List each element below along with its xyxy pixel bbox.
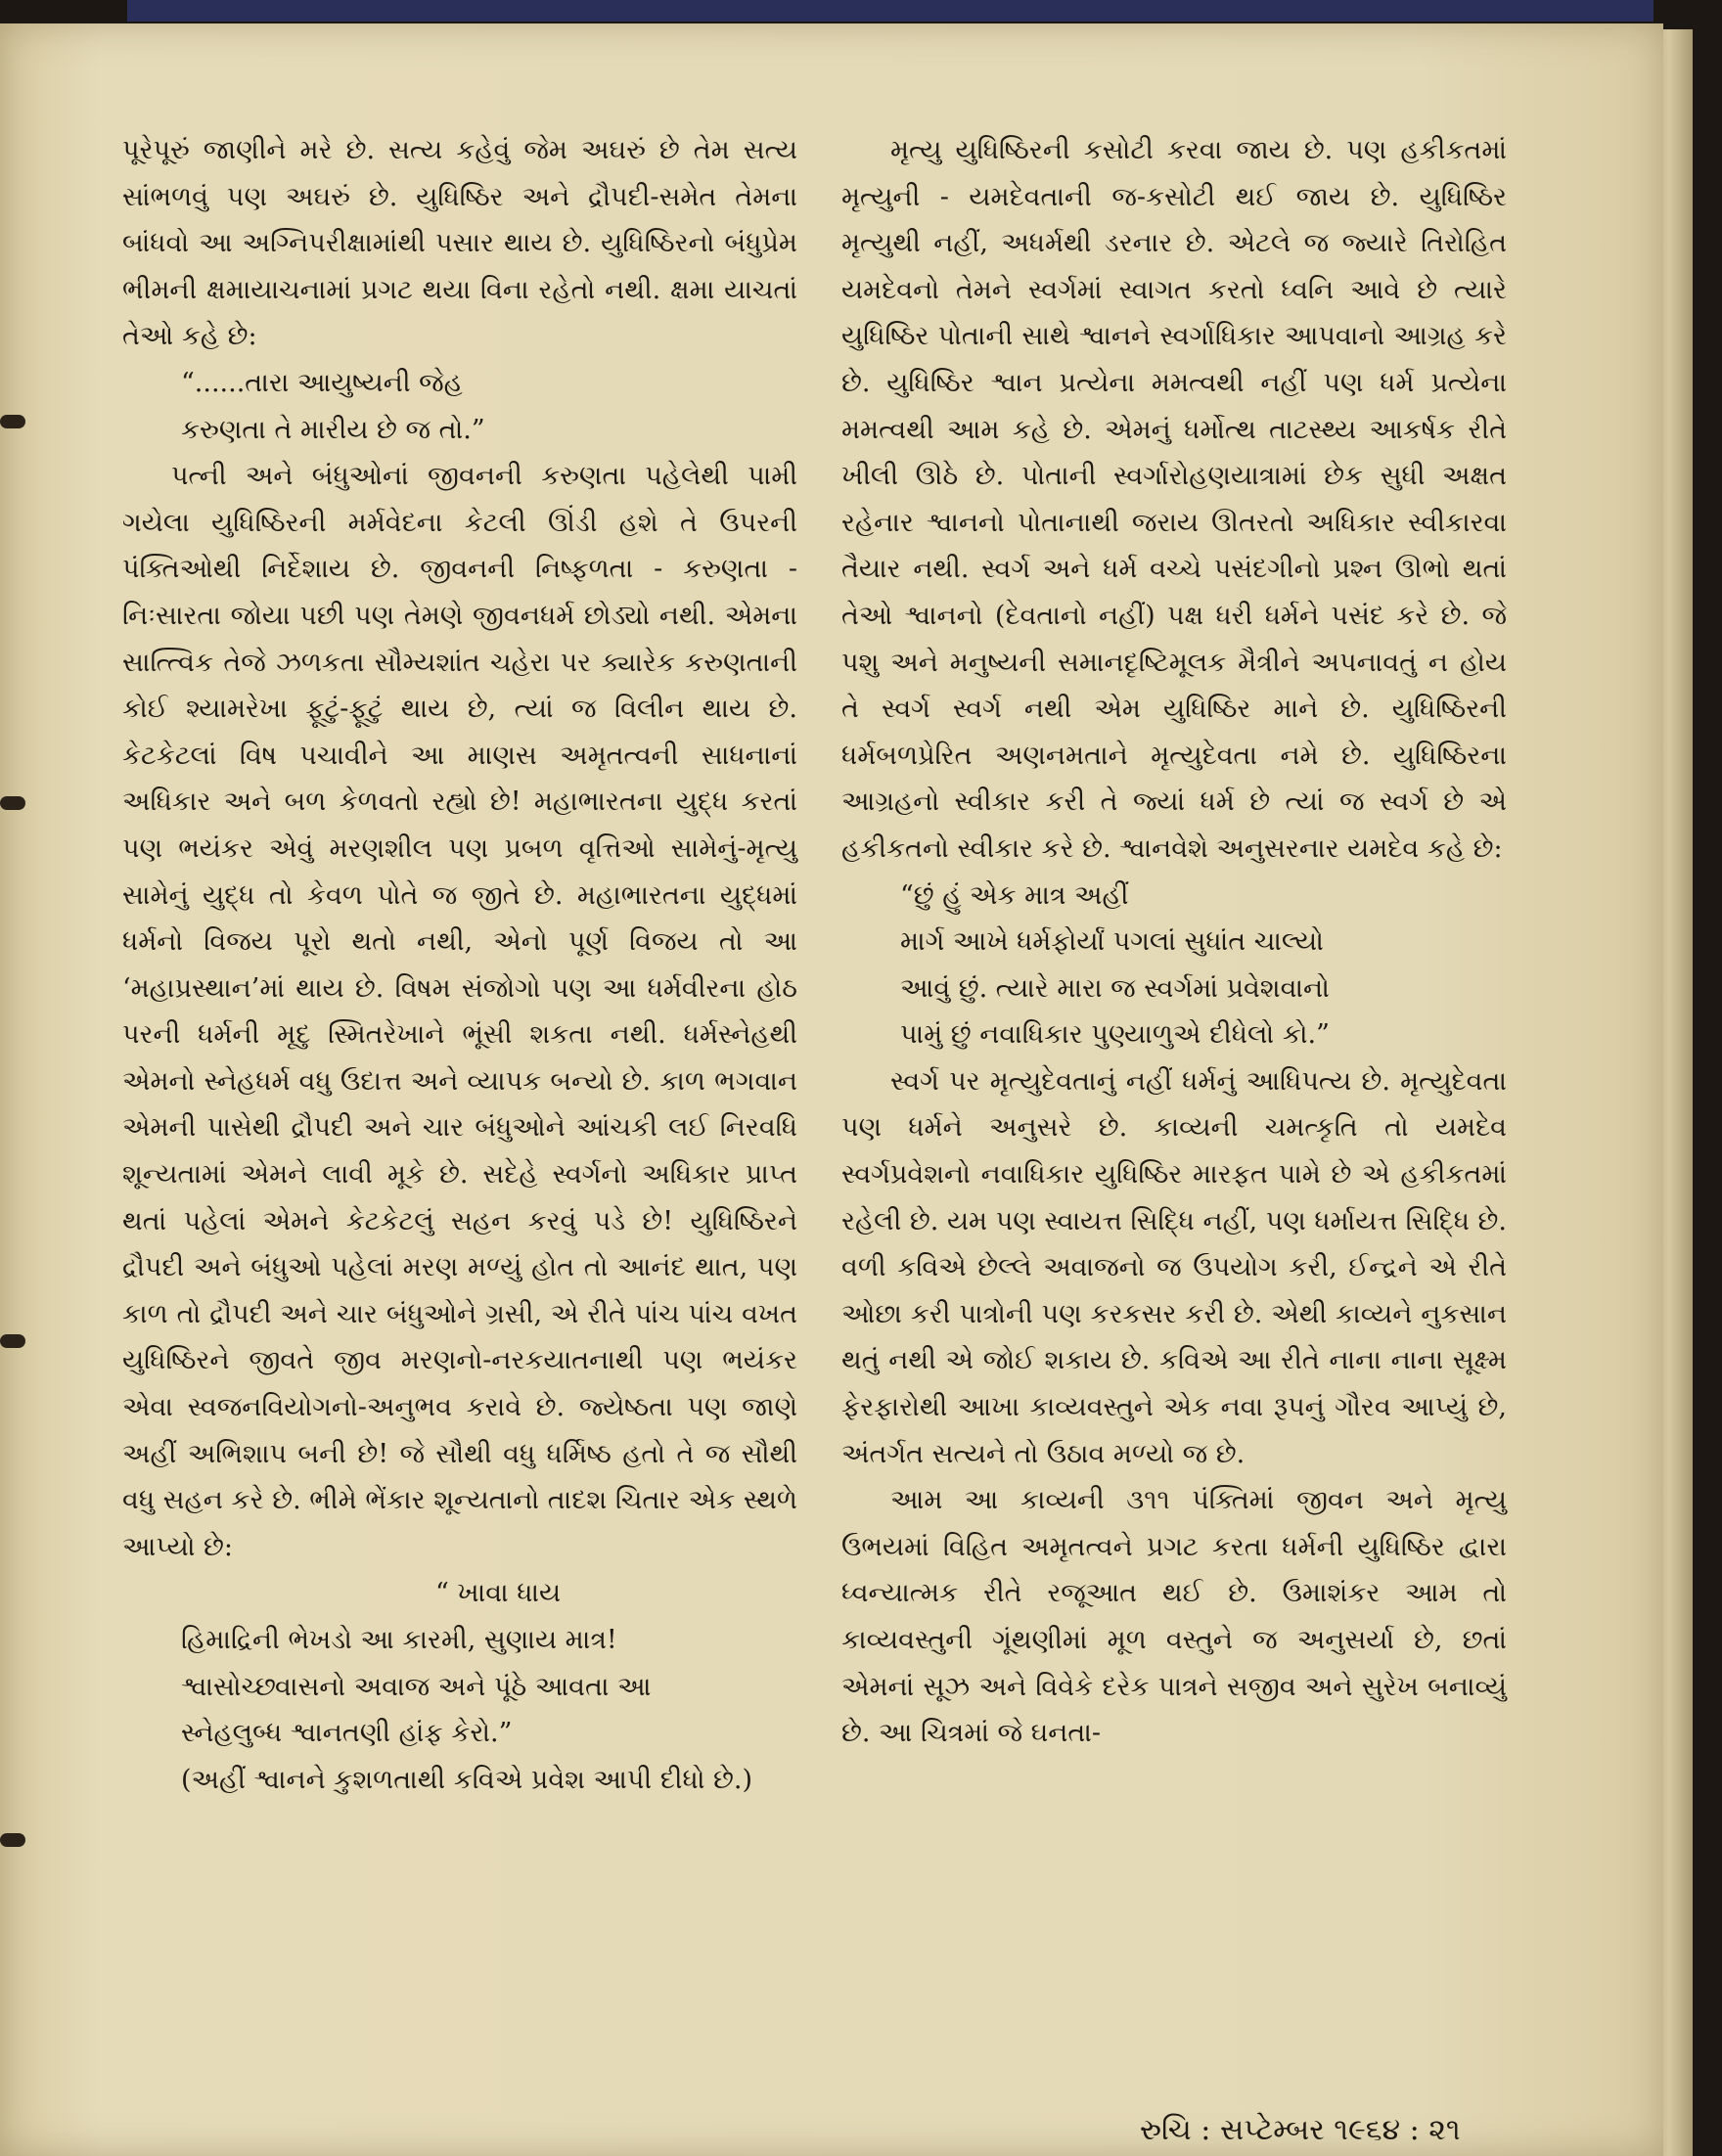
paragraph: મૃત્યુ યુધિષ્ઠિરની કસોટી કરવા જાય છે. પણ હકીકતમાં મૃત્યુની - યમદેવતાની જ-કસોટી થઈ જાય છે. યુધિષ્ઠિર મૃત્યુથી નહીં, અધર્મથી ડરનાર છે. એટલે જ જ્યારે તિરોહિત યમદેવનો તેમને સ્વર્ગમાં સ્વાગત કરતો ધ્વનિ આવે છે ત્યારે યુધિષ્ઠિર પોતાની સાથે શ્વાનને સ્વર્ગાધિકાર આપવાનો આગ્રહ કરે છે. યુધિષ્ઠિર શ્વાન પ્રત્યેના મમત્વથી નહીં પણ ધર્મ પ્રત્યેના મમત્વથી આમ કહે છે. એમનું ધર્મોત્થ તાટસ્થ્ય આકર્ષક રીતે ખીલી ઊઠે છે. પોતાની સ્વર્ગારોહણયાત્રામાં છેક સુધી અક્ષત રહેનાર શ્વાનનો પોતાનાથી જરાય ઊતરતો અધિકાર સ્વીકારવા તૈયાર નથી. સ્વર્ગ અને ધર્મ વચ્ચે પસંદગીનો પ્રશ્ન ઊભો થતાં તેઓ શ્વાનનો (દેવતાનો નહીં) પક્ષ ધરી ધર્મને પસંદ કરે છે. જે પશુ અને મનુષ્યની સમાનદૃષ્ટિમૂલક મૈત્રીને અપનાવતું ન હોય તે સ્વર્ગ સ્વર્ગ નથી એમ યુધિષ્ઠિર માને છે. યુધિષ્ઠિરની ધર્મબળપ્રેરિત અણનમતાને મૃત્યુદેવતા નમે છે. યુધિષ્ઠિરના આગ્રહનો સ્વીકાર કરી તે જ્યાં ધર્મ છે ત્યાં જ સ્વર્ગ છે એ હકીકતનો સ્વીકાર કરે છે. શ્વાનવેશે અનુસરનાર યમદેવ કહે છે: <box>841 135 1507 864</box>
verse-line: માર્ગ આખે ધર્મફોર્યાં પગલાં સુધાંત ચાલ્યો <box>900 926 1324 958</box>
paragraph: પત્ની અને બંધુઓનાં જીવનની કરુણતા પહેલેથી પામી ગયેલા યુધિષ્ઠિરની મર્મવેદના કેટલી ઊંડી હશે તે ઉપરની પંક્તિઓથી નિર્દેશાય છે. જીવનની નિષ્ફળતા - કરુણતા - નિઃસારતા જોયા પછી પણ તેમણે જીવનધર્મ છોડ્યો નથી. એમના સાત્ત્વિક તેજે ઝળકતા સૌમ્યશાંત ચહેરા પર ક્યારેક કરુણતાની કોઈ શ્યામરેખા ફૂટું-ફૂટું થાય છે, ત્યાં જ વિલીન થાય છે. કેટકેટલાં વિષ પચાવીને આ માણસ અમૃતત્વની સાધનાનાં અધિકાર અને બળ કેળવતો રહ્યો છે! મહાભારતના યુદ્ધ કરતાં પણ ભયંકર એવું મરણશીલ પણ પ્રબળ વૃત્તિઓ સામેનું-મૃત્યુ સામેનું યુદ્ધ તો કેવળ પોતે જ જીતે છે. મહાભારતના યુદ્ધમાં ધર્મનો વિજય પૂરો થતો નથી, એનો પૂર્ણ વિજય તો આ ‘મહાપ્રસ્થાન’માં થાય છે. વિષમ સંજોગો પણ આ ધર્મવીરના હોઠ પરની ધર્મની મૃદુ સ્મિતરેખાને ભૂંસી શકતા નથી. ધર્મસ્નેહથી એમનો સ્નેહધર્મ વધુ ઉદાત્ત અને વ્યાપક બન્યો છે. કાળ ભગવાન એમની પાસેથી દ્રૌપદી અને ચાર બંધુઓને આંચકી લઈ નિરવધિ શૂન્યતામાં એમને લાવી મૂકે છે. સદેહે સ્વર્ગનો અધિકાર પ્રાપ્ત થતાં પહેલાં એમને કેટકેટલું સહન કરવું પડે છે! યુધિષ્ઠિરને દ્રૌપદી અને બંધુઓ પહેલાં મરણ મળ્યું હોત તો આનંદ થાત, પણ કાળ તો દ્રૌપદી અને ચાર બંધુઓને ગ્રસી, એ રીતે પાંચ પાંચ વખત યુધિષ્ઠિરને જીવતે જીવ મરણનો-નરકયાતનાથી પણ ભયંકર એવા સ્વજનવિયોગનો-અનુભવ કરાવે છે. જ્યેષ્ઠતા પણ જાણે અહીં અભિશાપ બની છે! જે સૌથી વધુ ધર્મિષ્ઠ હતો તે જ સૌથી વધુ સહન કરે છે. ભીમે ભેંકાર શૂન્યતાનો તાદશ ચિતાર એક સ્થળે આપ્યો છે: <box>122 461 797 1562</box>
verse-line: હિમાદ્રિની ભેખડો આ કારમી, સુણાય માત્ર! <box>181 1625 617 1655</box>
page-footer: રુચિ : સપ્ટેમ્બર ૧૯૬૪ : ૨૧ <box>1140 2113 1461 2147</box>
verse-line: પામું છું નવાધિકાર પુણ્યાળુએ દીધેલો કો.” <box>900 1019 1330 1051</box>
verse-quote <box>841 873 1507 1058</box>
verse-line: શ્વાસોચ્છ્વાસનો અવાજ અને પૂંઠે આવતા આ <box>181 1671 652 1702</box>
binding-hole <box>0 1334 25 1348</box>
verse-line: આવું છું. ત્યારે મારા જ સ્વર્ગમાં પ્રવેશવાનો <box>900 972 1330 1004</box>
binding-hole <box>0 1833 25 1847</box>
verse-line: કરુણતા તે મારીય છે જ તો.” <box>181 414 485 445</box>
paragraph: પૂરેપૂરું જાણીને મરે છે. સત્ય કહેવું જેમ અઘરું છે તેમ સત્ય સાંભળવું પણ અઘરું છે. યુધિષ્ઠિર અને દ્રૌપદી-સમેત તેમના બાંધવો આ અગ્નિપરીક્ષામાંથી પસાર થાય છે. યુધિષ્ઠિરનો બંધુપ્રેમ ભીમની ક્ષમાયાચનામાં પ્રગટ થયા વિના રહેતો નથી. ક્ષમા યાચતાં તેઓ કહે છે: <box>122 135 797 352</box>
paragraph: આમ આ કાવ્યની ૩૧૧ પંક્તિમાં જીવન અને મૃત્યુ ઉભયમાં વિહિત અમૃતત્વને પ્રગટ કરતા ધર્મની યુધિષ્ઠિર દ્વારા ધ્વન્યાત્મક રીતે રજૂઆત થઈ છે. ઉમાશંકર આમ તો કાવ્યવસ્તુની ગૂંથણીમાં મૂળ વસ્તુને જ અનુસર્યા છે, છતાં એમનાં સૂઝ અને વિવેકે દરેક પાત્રને સજીવ અને સુરેખ બનાવ્યું છે. આ ચિત્રમાં જે ઘનતા- <box>841 1485 1507 1749</box>
binding-hole <box>0 415 25 428</box>
left-column <box>122 127 797 1803</box>
binding-hole <box>0 796 25 810</box>
verse-line: “છું હું એક માત્ર અહીં <box>900 879 1129 911</box>
verse-line: “ ખાવા ધાય <box>435 1578 562 1609</box>
paragraph: સ્વર્ગ પર મૃત્યુદેવતાનું નહીં ધર્મનું આધિપત્ય છે. મૃત્યુદેવતા પણ ધર્મને અનુસરે છે. કાવ્યની ચમત્કૃતિ તો યમદેવ સ્વર્ગપ્રવેશનો નવાધિકાર યુધિષ્ઠિર મારફત પામે છે એ હકીકતમાં રહેલી છે. યમ પણ સ્વાયત્ત સિદ્ધિ નહીં, પણ ધર્માયત્ત સિદ્ધિ છે. વળી કવિએ છેલ્લે અવાજનો જ ઉપયોગ કરી, ઈન્દ્રને એ રીતે ઓછા કરી પાત્રોની પણ કરકસર કરી છે. એથી કાવ્યને નુકસાન થતું નથી એ જોઈ શકાય છે. કવિએ આ રીતે નાના નાના સૂક્ષ્મ ફેરફારોથી આખા કાવ્યવસ્તુને એક નવા રૂપનું ગૌરવ આપ્યું છે, અંતર્ગત સત્યને તો ઉઠાવ મળ્યો જ છે. <box>841 1065 1507 1469</box>
background-strip <box>127 0 1654 22</box>
editorial-note: (અહીં શ્વાનને કુશળતાથી કવિએ પ્રવેશ આપી દીધો છે.) <box>181 1764 753 1795</box>
right-column <box>841 127 1507 1757</box>
verse-quote <box>122 1570 797 1756</box>
verse-line: “......તારા આયુષ્યની જેહ <box>181 367 463 398</box>
verse-line: સ્નેહલુબ્ધ શ્વાનતણી હાંફ કેરો.” <box>181 1718 513 1749</box>
verse-quote <box>122 360 797 453</box>
